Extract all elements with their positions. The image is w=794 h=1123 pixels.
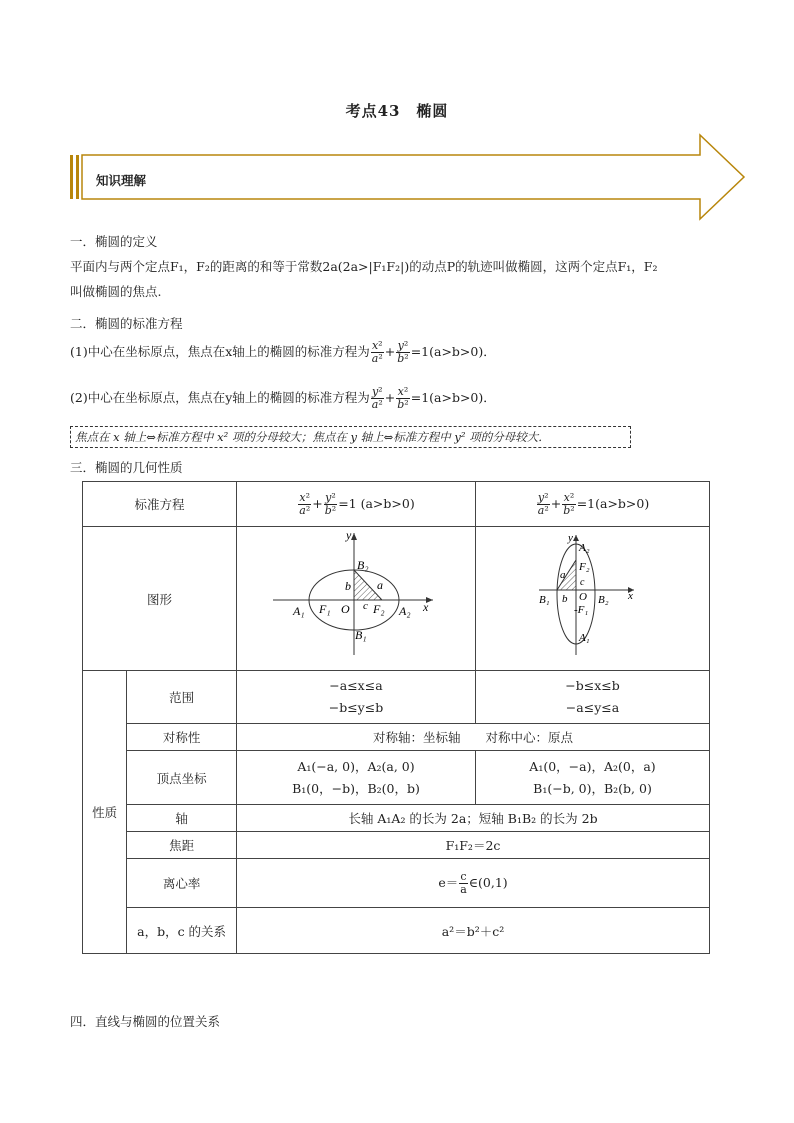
fig-x-label-f2: F₂ (372, 602, 385, 616)
vertices-y-line2: B₁(−b, 0)，B₂(b, 0) (533, 780, 652, 796)
section2-eq1: (1)中心在坐标原点，焦点在x轴上的椭圆的标准方程为 $\frac{\text{x²}}{\text{a²}}$ + $\frac{\text{y²}}{\text{b²}}$ =1(a>b>0)． (70, 339, 496, 365)
abc-value: a²＝b²＋c² (236, 908, 709, 954)
table-row (83, 671, 710, 724)
figure-label: 图形 (83, 527, 237, 671)
section-banner (68, 133, 748, 223)
fig-y-label-f1: -F₁ (573, 604, 589, 616)
vertices-x-line2: B₁(0，−b)，B₂(0，b) (292, 780, 420, 796)
section2-heading: 二．椭圆的标准方程 (70, 316, 183, 331)
table-row (83, 482, 710, 527)
fig-y-label-o: O (578, 591, 587, 603)
fig-x-label-o: O (340, 602, 350, 616)
header-label: 标准方程 (83, 482, 237, 527)
eq1-frac-x: $\frac{\text{x²}}{\text{a²}}$ (371, 339, 383, 365)
table-row (83, 908, 710, 954)
fig-y-label-c: c (579, 577, 585, 588)
row-label-focal: 焦距 (127, 832, 237, 859)
fig-x-label-x: x (422, 600, 429, 614)
section2-eq2: (2)中心在坐标原点，焦点在y轴上的椭圆的标准方程为 $\frac{\text{y²}}{\text{a²}}$ + $\frac{\text{x²}}{\text{b²}}$ =1(a>b>0)． (70, 385, 496, 411)
figure-y-cell (475, 527, 709, 671)
header-eq-x: $\frac{\text{x²}}{\text{a²}}$ + $\frac{\text{y²}}{\text{b²}}$ =1 (a>b>0) (236, 482, 475, 527)
fig-x-label-f1: F₁ (318, 602, 331, 616)
section1-line2: 叫做椭圆的焦点. (70, 284, 162, 299)
banner-label: 知识理解 (96, 173, 147, 188)
fig-x-label-b: b (344, 579, 351, 593)
table-row (83, 751, 710, 805)
section1-line1: 平面内与两个定点F₁，F₂的距离的和等于常数2a(2a>|F₁F₂|)的动点P的轨迹叫做椭圆，这两个定点F₁，F₂ (70, 259, 658, 274)
row-label-vertices: 顶点坐标 (127, 751, 237, 805)
ellipse-x-figure (237, 527, 475, 667)
fig-x-label-a1: A₁ (292, 604, 305, 618)
banner-arrow-icon (68, 133, 748, 223)
range-x-line2: −b≤y≤b (328, 700, 384, 715)
range-y-line1: −b≤x≤b (565, 678, 620, 693)
fig-y-label-x: x (627, 590, 633, 602)
eq1-prefix: (1)中心在坐标原点，焦点在x轴上的椭圆的标准方程为 (70, 344, 370, 359)
eq1-suffix: =1(a>b>0)． (410, 344, 496, 359)
table-row (83, 724, 710, 751)
axis-value: 长轴 A₁A₂ 的长为 2a；短轴 B₁B₂ 的长为 2b (236, 805, 709, 832)
fig-y-label-a1: A₁ (578, 632, 590, 644)
row-label-abc: a，b，c 的关系 (127, 908, 237, 954)
figure-x-cell (236, 527, 475, 671)
fig-x-label-b1: B₁ (354, 628, 367, 642)
table-row (83, 832, 710, 859)
fig-y-label-b: b (561, 593, 568, 605)
section4-heading: 四．直线与椭圆的位置关系 (70, 1014, 221, 1029)
fig-y-label-y: y (567, 532, 573, 544)
section1-heading: 一．椭圆的定义 (70, 234, 158, 249)
eq2-suffix: =1(a>b>0)． (410, 390, 496, 405)
row-label-eccentricity: 离心率 (127, 859, 237, 908)
range-x-line1: −a≤x≤a (329, 678, 383, 693)
note-box: 焦点在 x 轴上⇔标准方程中 x² 项的分母较大；焦点在 y 轴上⇔标准方程中 y² 项的分母较大． (70, 426, 631, 448)
header-eq-y: $\frac{\text{y²}}{\text{a²}}$ + $\frac{\text{x²}}{\text{b²}}$ =1(a>b>0) (475, 482, 709, 527)
fig-x-label-a2: A₂ (398, 604, 411, 618)
fig-y-label-a: a (559, 569, 566, 581)
table-row (83, 805, 710, 832)
row-label-range: 范围 (127, 671, 237, 724)
focal-value: F₁F₂＝2c (236, 832, 709, 859)
group-label: 性质 (83, 671, 127, 954)
row-label-axis: 轴 (127, 805, 237, 832)
range-y-line2: −a≤y≤a (565, 700, 620, 715)
eq1-frac-y: $\frac{\text{y²}}{\text{b²}}$ (397, 339, 409, 365)
fig-x-label-b2: B₂ (356, 558, 369, 572)
ellipse-y-figure (476, 527, 709, 667)
page-title: 考点43 椭圆 (345, 102, 449, 120)
symmetry-value: 对称轴：坐标轴 对称中心：原点 (236, 724, 709, 751)
fig-x-label-y: y (345, 528, 352, 542)
fig-y-label-b2: B₂ (597, 594, 609, 606)
fig-y-label-f2: F₂ (578, 561, 590, 573)
row-label-symmetry: 对称性 (127, 724, 237, 751)
eccentricity-value: e＝ $\frac{c}{a}$ ∈(0,1) (236, 859, 709, 908)
fig-y-label-b1: B₁ (538, 594, 550, 606)
vertices-x-line1: A₁(−a, 0)，A₂(a, 0) (297, 758, 415, 774)
vertices-y-line1: A₁(0，−a)，A₂(0，a) (529, 758, 656, 774)
fig-x-label-c: c (362, 600, 368, 612)
table-row (83, 859, 710, 908)
properties-table (82, 481, 710, 954)
fig-y-label-a2: A₂ (578, 542, 590, 554)
eq2-prefix: (2)中心在坐标原点，焦点在y轴上的椭圆的标准方程为 (70, 390, 370, 405)
eq2-frac-y: $\frac{\text{y²}}{\text{a²}}$ (371, 385, 383, 411)
fig-x-label-a: a (376, 578, 383, 592)
section3-heading: 三．椭圆的几何性质 (70, 460, 183, 475)
eq2-frac-x: $\frac{\text{x²}}{\text{b²}}$ (397, 385, 409, 411)
table-row (83, 527, 710, 671)
